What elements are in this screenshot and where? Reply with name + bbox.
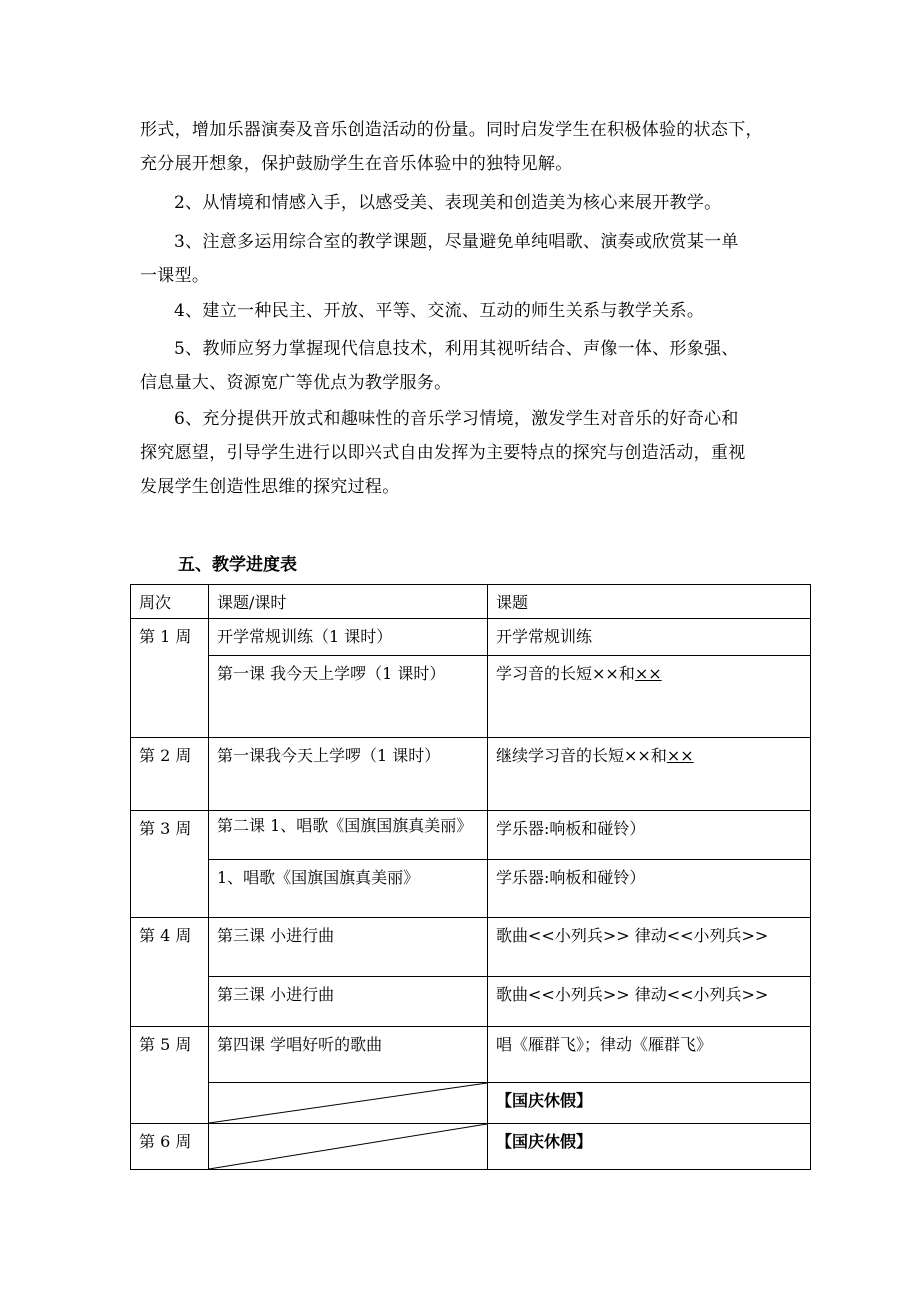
topic-cell: 开学常规训练 <box>488 619 811 656</box>
paragraph-intro-continued <box>140 113 790 181</box>
header-topic: 课题 <box>488 585 811 619</box>
paragraph-line: 2、从情境和情感入手，以感受美、表现美和创造美为核心来展开教学。 <box>174 193 722 213</box>
paragraph-item-2 <box>140 186 790 220</box>
lesson-cell: 第二课 1、唱歌《国旗国旗真美丽》 <box>209 811 488 860</box>
paragraph-line: 探究愿望，引导学生进行以即兴式自由发挥为主要特点的探究与创造活动，重视 <box>140 443 746 463</box>
table-row <box>131 656 811 738</box>
week-cell: 第 5 周 <box>131 1027 209 1124</box>
table-row <box>131 738 811 811</box>
topic-cell: 歌曲<<小列兵>> 律动<<小列兵>> <box>488 918 811 977</box>
table-row <box>131 1124 811 1170</box>
empty-lesson-cell <box>209 1083 488 1124</box>
topic-cell-holiday: 【国庆休假】 <box>488 1124 811 1170</box>
table-row <box>131 1083 811 1124</box>
section-title: 五、教学进度表 <box>178 555 297 575</box>
topic-cell: 学乐器:响板和碰铃） <box>488 860 811 918</box>
week-cell: 第 2 周 <box>131 738 209 811</box>
table-row <box>131 977 811 1027</box>
header-week: 周次 <box>131 585 209 619</box>
paragraph-line: 6、充分提供开放式和趣味性的音乐学习情境，激发学生对音乐的好奇心和 <box>174 409 739 429</box>
week-cell: 第 1 周 <box>131 619 209 738</box>
lesson-cell: 第一课 我今天上学啰（1 课时） <box>209 656 488 738</box>
table-header-row <box>131 585 811 619</box>
paragraph-line: 发展学生创造性思维的探究过程。 <box>140 477 400 497</box>
paragraph-line: 4、建立一种民主、开放、平等、交流、互动的师生关系与教学关系。 <box>174 301 705 321</box>
empty-lesson-cell <box>209 1124 488 1170</box>
paragraph-item-6 <box>140 402 790 504</box>
lesson-cell: 第三课 小进行曲 <box>209 977 488 1027</box>
paragraph-item-4 <box>140 294 790 328</box>
topic-cell: 唱《雁群飞》；律动《雁群飞》 <box>488 1027 811 1083</box>
topic-text: 继续学习音的长短××和 <box>496 746 667 765</box>
header-lesson: 课题/课时 <box>209 585 488 619</box>
lesson-cell: 第一课我今天上学啰（1 课时） <box>209 738 488 811</box>
diagonal-slash-line <box>209 1124 487 1169</box>
topic-underlined-rhythm: ×× <box>634 664 662 683</box>
lesson-cell: 第三课 小进行曲 <box>209 918 488 977</box>
teaching-schedule-table <box>130 584 811 1170</box>
topic-cell-holiday: 【国庆休假】 <box>488 1083 811 1124</box>
table-row <box>131 811 811 860</box>
paragraph-line: 信息量大、资源宽广等优点为教学服务。 <box>140 373 452 393</box>
lesson-cell: 第四课 学唱好听的歌曲 <box>209 1027 488 1083</box>
table-row <box>131 1027 811 1083</box>
topic-cell <box>488 656 811 738</box>
paragraph-line: 5、教师应努力掌握现代信息技术，利用其视听结合、声像一体、形象强、 <box>174 339 739 359</box>
table-row <box>131 619 811 656</box>
paragraph-line: 形式，增加乐器演奏及音乐创造活动的份量。同时启发学生在积极体验的状态下， <box>140 120 763 140</box>
week-cell: 第 4 周 <box>131 918 209 1027</box>
week-cell: 第 3 周 <box>131 811 209 918</box>
lesson-cell: 1、唱歌《国旗国旗真美丽》 <box>209 860 488 918</box>
topic-cell: 歌曲<<小列兵>> 律动<<小列兵>> <box>488 977 811 1027</box>
topic-text: 学习音的长短××和 <box>496 664 635 683</box>
table-row <box>131 918 811 977</box>
topic-cell <box>488 738 811 811</box>
diagonal-slash-line <box>209 1083 487 1123</box>
topic-cell: 学乐器:响板和碰铃） <box>488 811 811 860</box>
paragraph-item-5 <box>140 332 790 400</box>
table-row <box>131 860 811 918</box>
paragraph-line: 3、注意多运用综合室的教学课题，尽量避免单纯唱歌、演奏或欣赏某一单 <box>174 232 739 252</box>
topic-underlined-rhythm: ×× <box>666 746 694 765</box>
paragraph-line: 一课型。 <box>140 266 210 286</box>
paragraph-item-3 <box>140 225 790 293</box>
paragraph-line: 充分展开想象，保护鼓励学生在音乐体验中的独特见解。 <box>140 154 573 174</box>
week-cell: 第 6 周 <box>131 1124 209 1170</box>
lesson-cell: 开学常规训练（1 课时） <box>209 619 488 656</box>
